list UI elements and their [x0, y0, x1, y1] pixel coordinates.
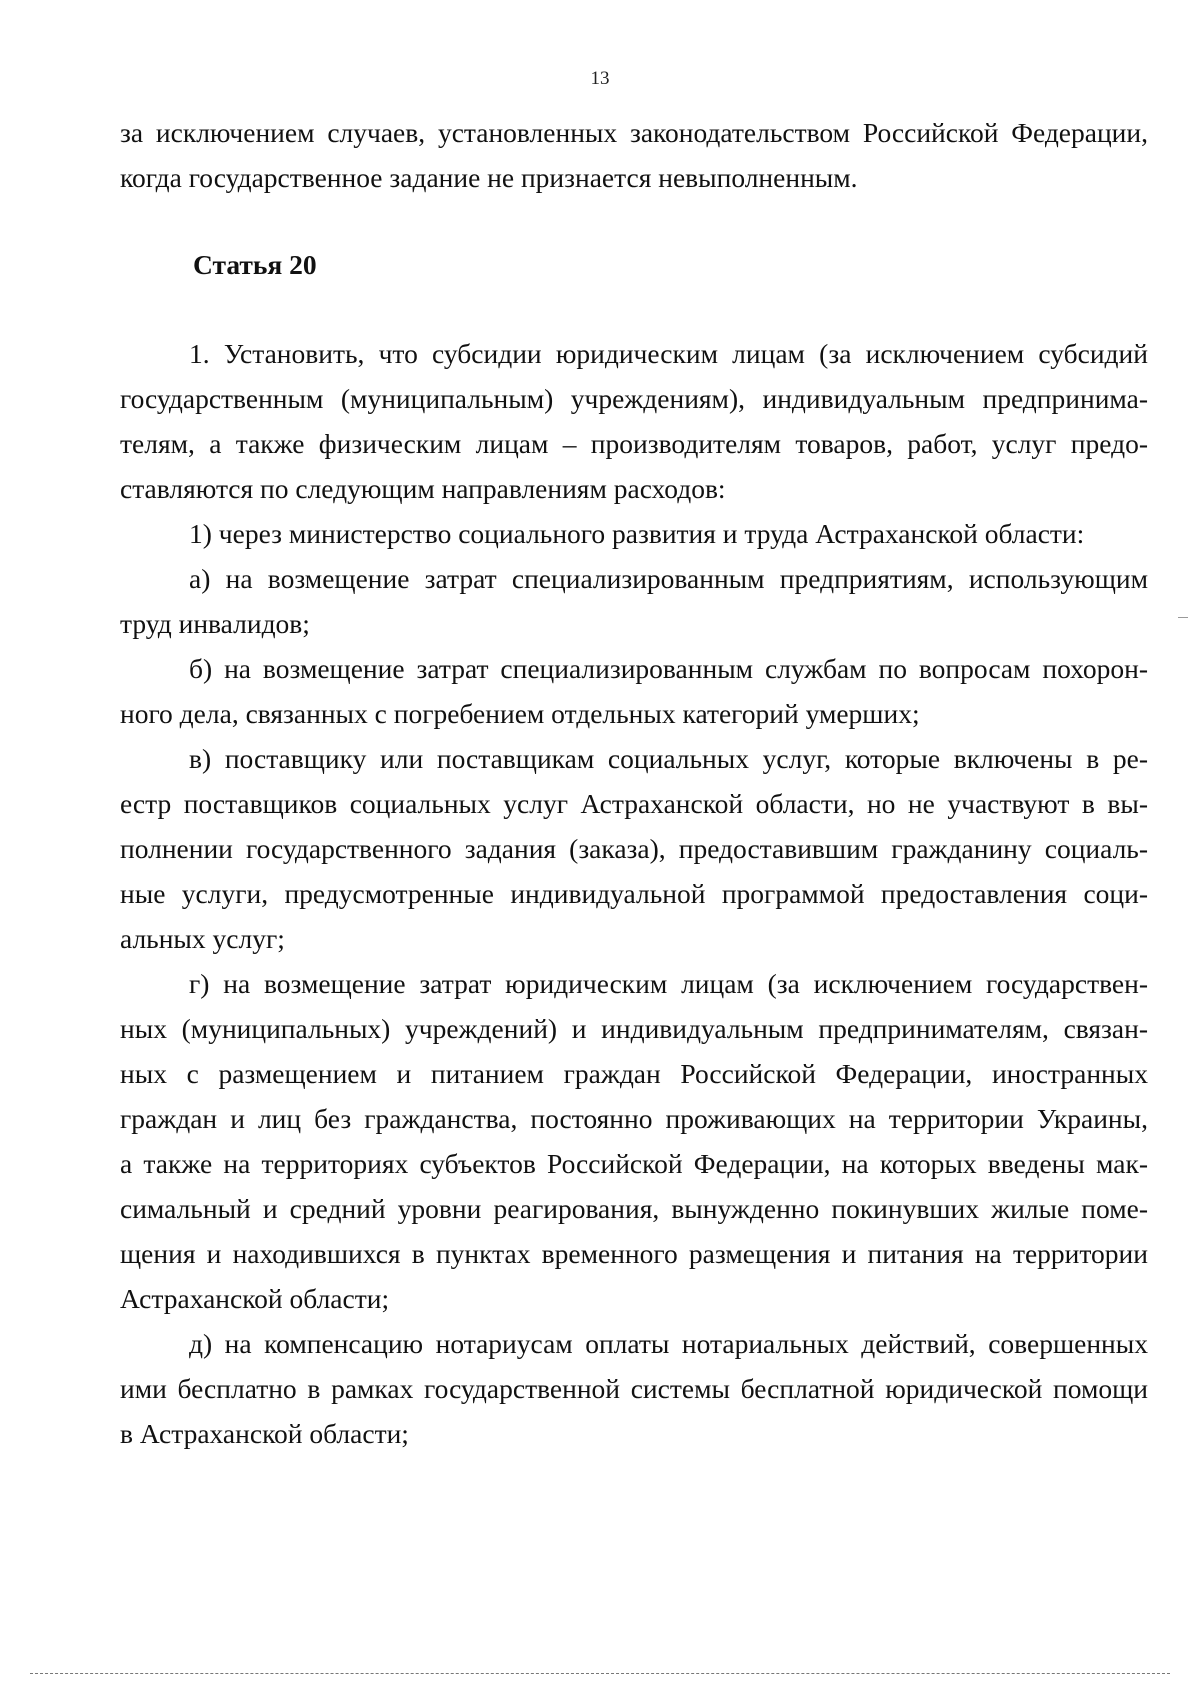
text-line: Астраханской области;	[120, 1283, 390, 1314]
text-line: б) на возмещение затрат специализированным службам по вопросам похорон-	[189, 653, 1148, 684]
text-line: ных с размещением и питанием граждан Российской Федерации, иностранных	[120, 1058, 1148, 1089]
item-b	[120, 646, 1148, 736]
text-line: труд инвалидов;	[120, 608, 310, 639]
text-line: альных услуг;	[120, 923, 285, 954]
text-line: а также на территориях субъектов Российской Федерации, на которых введены мак-	[120, 1148, 1148, 1179]
text-line: ных (муниципальных) учреждений) и индивидуальным предпринимателям, связан-	[120, 1013, 1148, 1044]
text-line: ного дела, связанных с погребением отдельных категорий умерших;	[120, 698, 920, 729]
item-v	[120, 736, 1148, 961]
text-line: 1) через министерство социального развития и труда Астраханской области:	[189, 518, 1085, 549]
document-body	[120, 110, 1148, 1456]
item-a	[120, 556, 1148, 646]
paragraph-1	[120, 331, 1148, 511]
text-line: за исключением случаев, установленных законодательством Российской Федерации,	[120, 117, 1148, 148]
margin-mark	[1178, 617, 1188, 618]
item-d	[120, 1321, 1148, 1456]
text-line: ставляются по следующим направлениям расходов:	[120, 473, 726, 504]
text-line: в Астраханской области;	[120, 1418, 409, 1449]
text-line: когда государственное задание не признается невыполненным.	[120, 162, 858, 193]
article-heading: Статья 20	[193, 249, 317, 280]
item-g	[120, 961, 1148, 1321]
text-line: г) на возмещение затрат юридическим лицам (за исключением государствен-	[189, 968, 1148, 999]
text-line: телям, а также физическим лицам – производителям товаров, работ, услуг предо-	[120, 428, 1148, 459]
page-bottom-edge	[30, 1673, 1170, 1674]
text-line: ими бесплатно в рамках государственной системы бесплатной юридической помощи	[120, 1373, 1148, 1404]
text-line: граждан и лиц без гражданства, постоянно проживающих на территории Украины,	[120, 1103, 1148, 1134]
text-line: д) на компенсацию нотариусам оплаты нотариальных действий, совершенных	[189, 1328, 1148, 1359]
text-line: а) на возмещение затрат специализированным предприятиям, использующим	[189, 563, 1148, 594]
text-line: ные услуги, предусмотренные индивидуальной программой предоставления соци-	[120, 878, 1148, 909]
text-line: естр поставщиков социальных услуг Астраханской области, но не участвуют в вы-	[120, 788, 1148, 819]
subparagraph-1	[120, 511, 1148, 556]
text-line: щения и находившихся в пунктах временного размещения и питания на территории	[120, 1238, 1148, 1269]
text-line: 1. Установить, что субсидии юридическим лицам (за исключением субсидий	[189, 338, 1148, 369]
intro-paragraph	[120, 110, 1148, 200]
page-number: 13	[590, 68, 610, 89]
text-line: полнении государственного задания (заказа), предоставившим гражданину социаль-	[120, 833, 1148, 864]
text-line: государственным (муниципальным) учреждениям), индивидуальным предпринима-	[120, 383, 1148, 414]
text-line: симальный и средний уровни реагирования, вынужденно покинувших жилые поме-	[120, 1193, 1148, 1224]
text-line: в) поставщику или поставщикам социальных услуг, которые включены в ре-	[189, 743, 1148, 774]
